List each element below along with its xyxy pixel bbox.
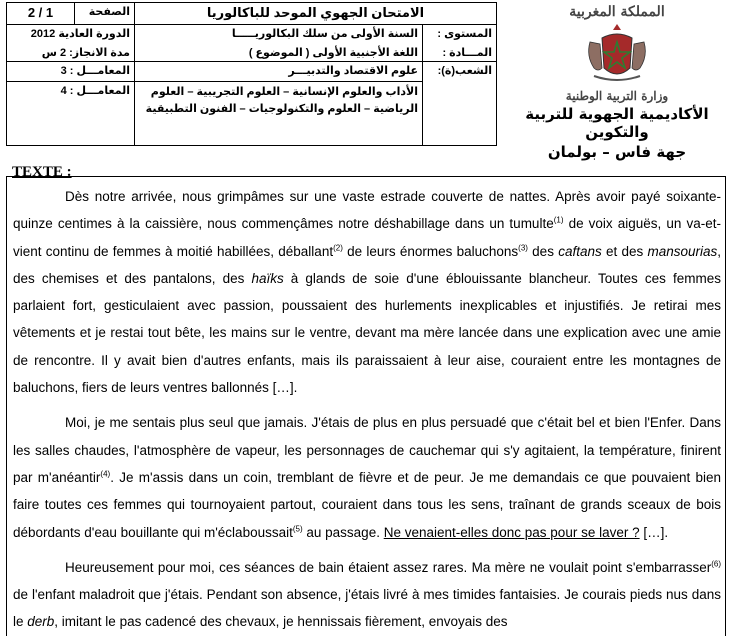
word-derb: derb bbox=[27, 614, 55, 630]
ministry-name: وزارة التربية الوطنية bbox=[565, 89, 669, 103]
word-mansourias: mansourias bbox=[647, 243, 718, 259]
kingdom-title: المملكة المغربية bbox=[569, 4, 665, 20]
coefficient-4: المعامـــل : 4 bbox=[7, 82, 135, 146]
word-caftans: caftans bbox=[558, 243, 602, 259]
exam-header-table bbox=[6, 2, 497, 146]
streams-label: الشعب(ة): bbox=[423, 62, 497, 146]
note-4: (4) bbox=[100, 469, 111, 479]
session: الدورة العادية 2012 bbox=[30, 28, 130, 40]
subject-value: اللغة الأجنبية الأولى ( الموضوع ) bbox=[248, 47, 418, 59]
level-label: المستوى : bbox=[437, 28, 492, 40]
paragraph-2: Moi, je me sentais plus seul que jamais. J'étais de plus en plus persuadé que c'était bel et bien l'Enfer. Dans les salles chaudes, l'atmosphère de vapeur, les personnages de cauchemar qui s'y agitaient, la température, finirent par m'anéantir$^{(4)}$. Je m'assis dans un coin, tremblant de fièvre et de peur. Je me demandais ce que pouvaient bien faire toutes ces femmes qui tournoyaient partout, couraient dans tous les sens, traînant de grands sceaux de bois débordants d'eau bouillante qui m'éclaboussait$^{(5)}$ au passage. Ne venaient-elles donc pas pour se laver ? […]. bbox=[13, 415, 722, 540]
note-3: (3) bbox=[518, 243, 528, 253]
paragraph-3: Heureusement pour moi, ces séances de bain étaient assez rares. Ma mère ne voulait point s'embarrasser$^{(6)}$ de l'enfant maladroit que j'étais. Pendant son absence, j'étais livré à mes timides fantaisies. Je courais pieds nus dans le derb, imitant le pas cadencé des chevaux, je hennissais fièrement, envoyais des bbox=[13, 559, 721, 630]
note-1: (1) bbox=[553, 215, 564, 225]
word-haiks: haïks bbox=[251, 270, 284, 286]
level-value: السنة الأولى من سلك البكالوريـــــا bbox=[231, 28, 418, 40]
stream-1: علوم الاقتصاد والتدبيـــر bbox=[135, 62, 423, 82]
subject-label: المـــادة : bbox=[442, 47, 492, 59]
note-2: (2) bbox=[333, 243, 343, 253]
underlined-question: Ne venaient-elles donc pas pour se laver ? bbox=[383, 524, 640, 540]
page-number: 2 / 1 bbox=[7, 3, 75, 25]
academy-name-line2: جهة فاس – بولمان bbox=[547, 143, 687, 161]
level-subject-labels bbox=[423, 25, 497, 62]
note-5: (5) bbox=[292, 524, 303, 534]
academy-logo-block bbox=[506, 2, 728, 161]
session-duration bbox=[7, 25, 135, 62]
note-6: (6) bbox=[711, 559, 721, 569]
academy-name-line1: الأكاديمية الجهوية للتربية والتكوين bbox=[525, 105, 709, 141]
moroccan-emblem-icon bbox=[584, 22, 650, 84]
text-passage bbox=[6, 176, 726, 636]
stream-2: الأداب والعلوم الإنسانية – العلوم التجريبية – العلوم الرياضية – العلوم والتكنولوجيات – الفنون التطبيقية bbox=[135, 82, 423, 146]
exam-title: الامتحان الجهوي الموحد للباكالوريا bbox=[135, 3, 497, 25]
page-label: الصفحة bbox=[75, 3, 135, 25]
duration: مدة الانجاز: 2 س bbox=[41, 47, 130, 59]
level-subject-values bbox=[135, 25, 423, 62]
coefficient-3: المعامـــل : 3 bbox=[7, 62, 135, 82]
paragraph-1: Dès notre arrivée, nous grimpâmes sur une vaste estrade couverte de nattes. Après avoir payé soixante-quinze centimes à la caissière, nous commençâmes notre déshabillage dans un tumulte$^{(1)}$ de voix aiguës, un va-et-vient continu de femmes à moitié habillées, déballant$^{(2)}$ de leurs énormes baluchons$^{(3)}$ des caftans et des mansourias, des chemises et des pantalons, des haïks à glands de soie d'une éblouissante blancheur. Toutes ces femmes parlaient fort, gesticulaient avec passion, poussaient des hurlements inexplicables et injustifiés. Je retirai mes vêtements et je restai tout bête, les mains sur le ventre, devant ma mère lancée dans une explication avec une amie de rencontre. Il y avait bien d'autres enfants, mais ils paraissaient à leur aise, couraient entre les montagnes de baluchons, fiers de leurs ventres ballonnés […]. bbox=[13, 189, 721, 396]
texte-heading: TEXTE : bbox=[12, 164, 72, 180]
